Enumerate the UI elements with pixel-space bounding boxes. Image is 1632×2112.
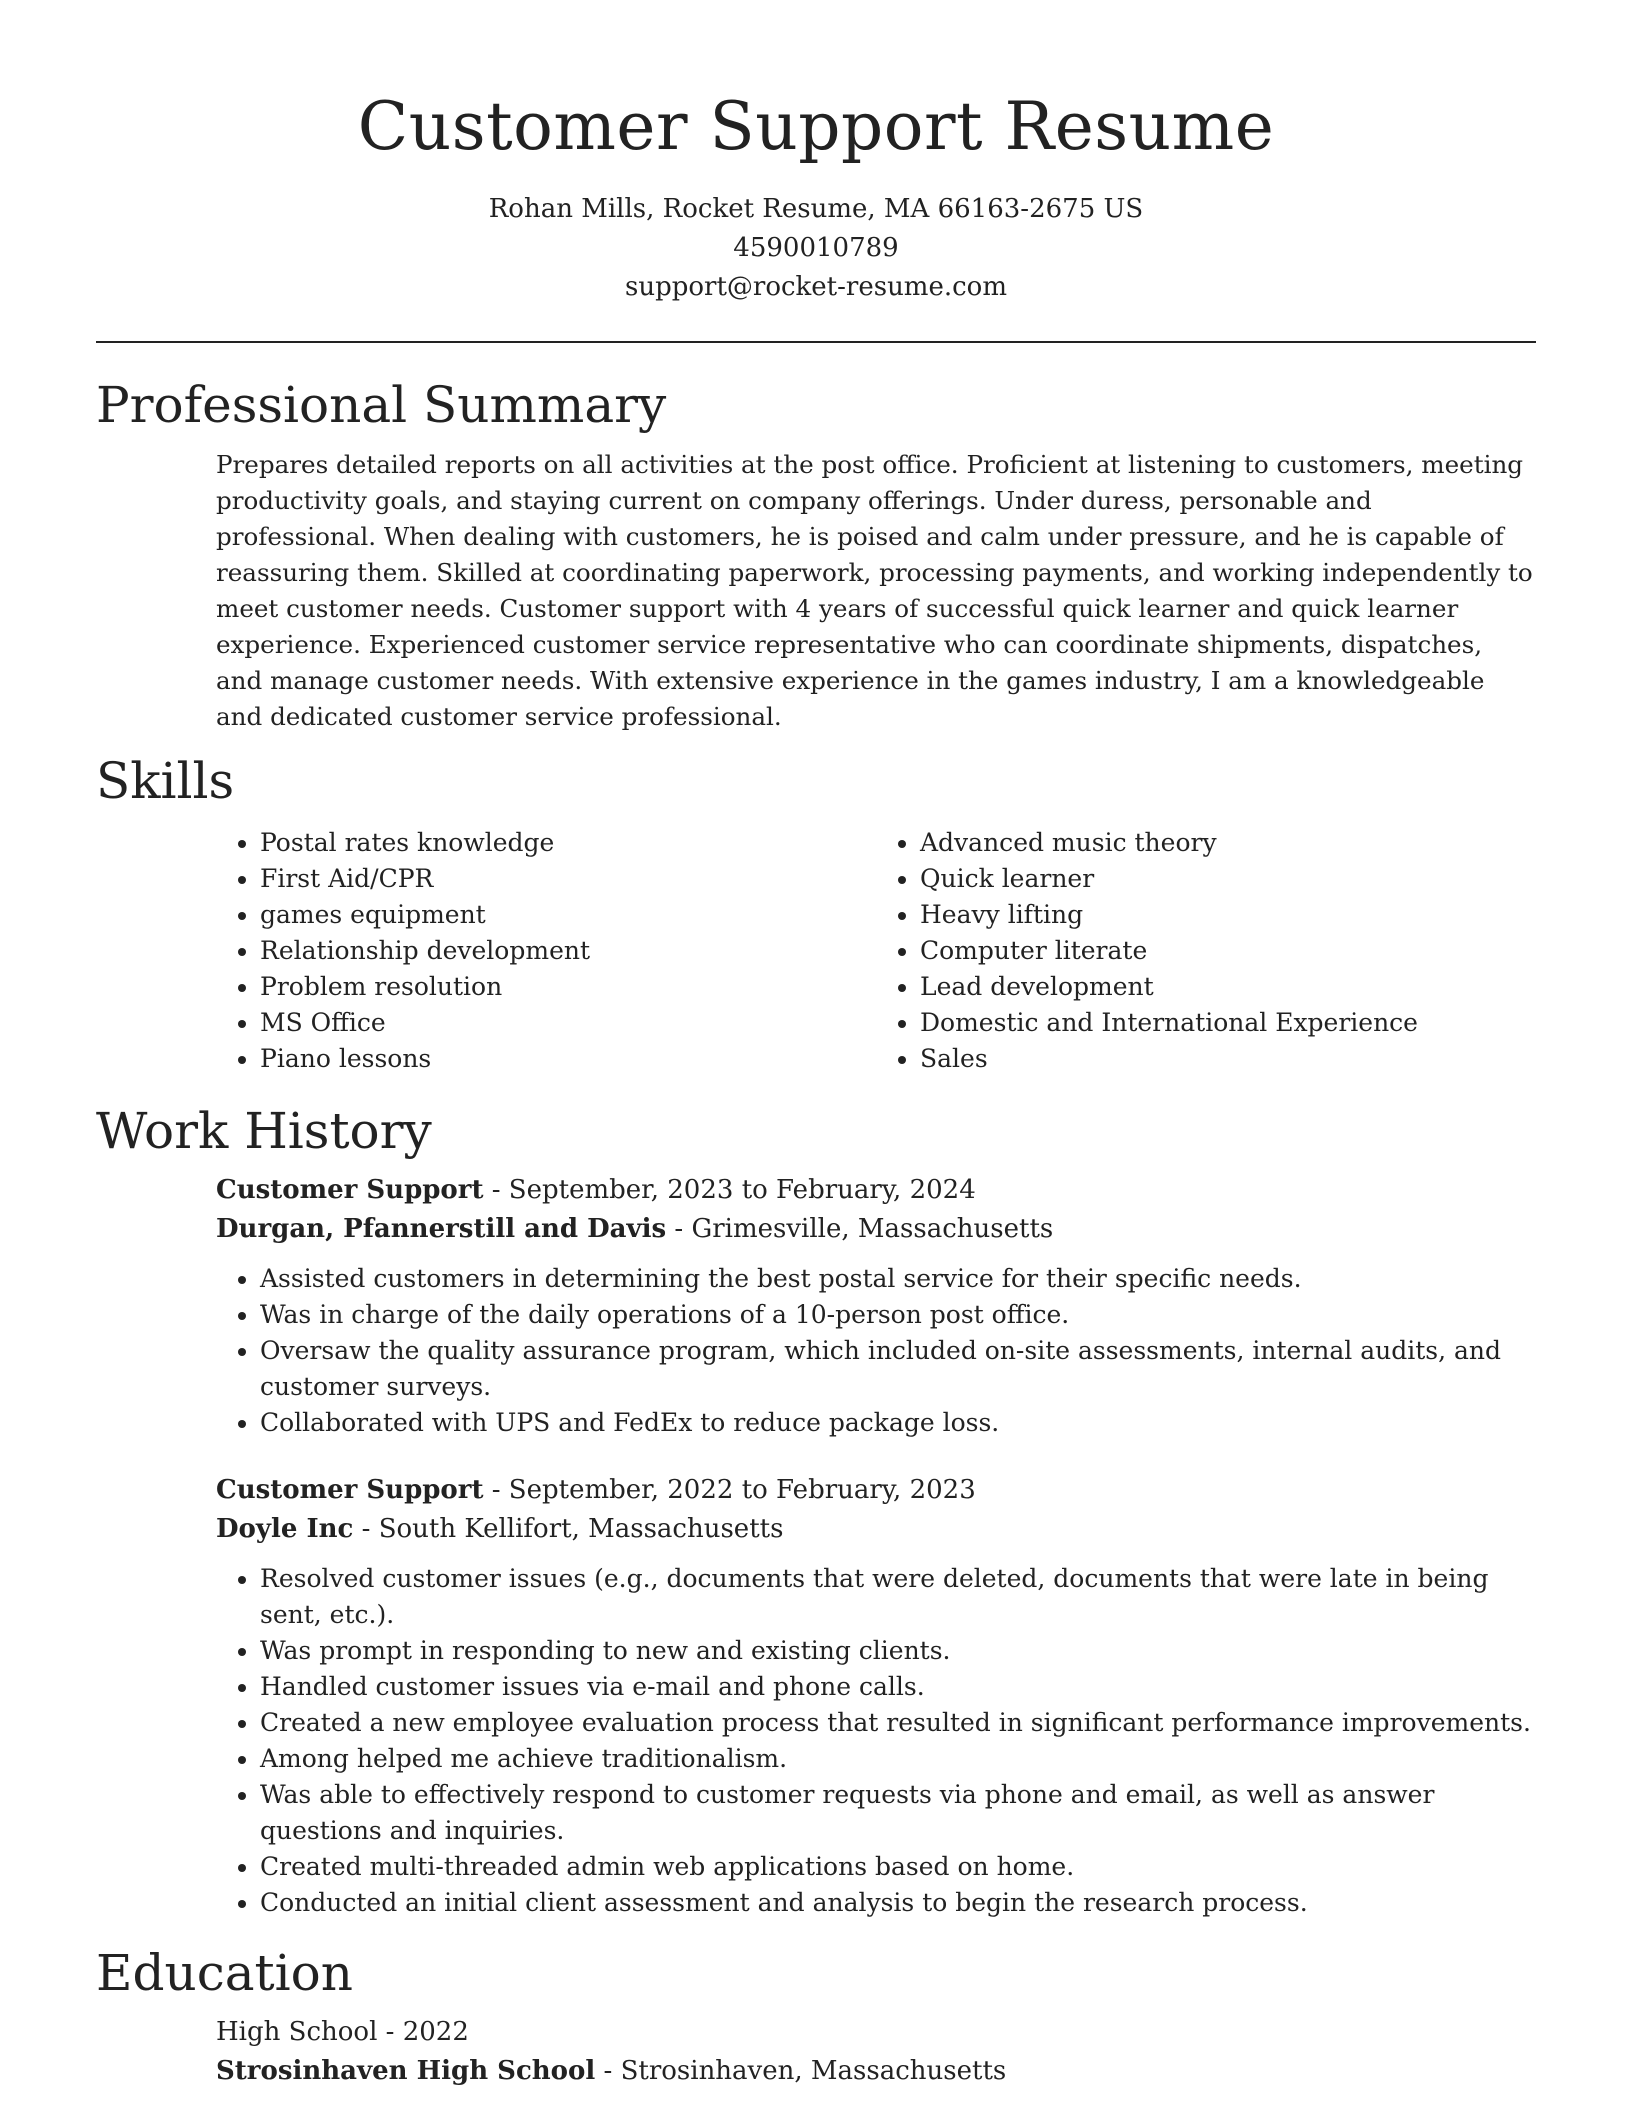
education-location: - Strosinhaven, Massachusetts xyxy=(595,2056,1007,2086)
job-bullet: • Handled customer issues via e-mail and phone calls. xyxy=(260,1669,1536,1705)
job-company: Durgan, Pfannerstill and Davis xyxy=(216,1214,667,1244)
education-degree: High School xyxy=(216,2017,378,2047)
skill-item: • Advanced music theory xyxy=(920,825,1536,861)
job-bullet: • Was prompt in responding to new and existing clients. xyxy=(260,1633,1536,1669)
skills-heading: Skills xyxy=(96,752,235,810)
skills-column-right xyxy=(876,825,1536,1077)
job-bullets xyxy=(216,1261,1536,1441)
skill-item: • Heavy lifting xyxy=(920,897,1536,933)
contact-block xyxy=(96,190,1536,307)
summary-heading: Professional Summary xyxy=(96,376,667,434)
header-divider xyxy=(96,341,1536,343)
job-entry xyxy=(96,1171,1536,1441)
job-bullet: • Collaborated with UPS and FedEx to reduce package loss. xyxy=(260,1405,1536,1441)
skill-item: • Problem resolution xyxy=(260,969,876,1005)
education-entry xyxy=(96,2013,1536,2091)
education-degree-line xyxy=(216,2013,1536,2052)
education-school: Strosinhaven High School xyxy=(216,2056,596,2086)
job-bullet: • Resolved customer issues (e.g., documents that were deleted, documents that were late in being sent, etc.). xyxy=(260,1561,1536,1633)
contact-phone: 4590010789 xyxy=(733,233,899,263)
skill-item: • games equipment xyxy=(260,897,876,933)
job-title-line xyxy=(216,1171,1536,1210)
job-location: - Grimesville, Massachusetts xyxy=(666,1214,1054,1244)
job-bullet: • Assisted customers in determining the best postal service for their specific needs. xyxy=(260,1261,1536,1297)
job-dates: - September, 2023 to February, 2024 xyxy=(483,1175,976,1205)
skill-item: • MS Office xyxy=(260,1005,876,1041)
job-entry xyxy=(96,1471,1536,1921)
education-section xyxy=(96,1941,1536,2091)
job-company-line xyxy=(216,1210,1536,1249)
job-company-line xyxy=(216,1510,1536,1549)
education-year: - 2022 xyxy=(377,2017,469,2047)
skill-item: • Relationship development xyxy=(260,933,876,969)
job-location: - South Kellifort, Massachusetts xyxy=(353,1514,784,1544)
job-bullet: • Was able to effectively respond to customer requests via phone and email, as well as answer questions and inquiries. xyxy=(260,1777,1536,1849)
job-bullet: • Created multi-threaded admin web applications based on home. xyxy=(260,1849,1536,1885)
job-company: Doyle Inc xyxy=(216,1514,354,1544)
job-title: Customer Support xyxy=(216,1175,484,1205)
summary-text: Prepares detailed reports on all activities at the post office. Proficient at listening to customers, meeting productivity goals, and staying current on company offerings. Under duress, personable and professional. When dealing with customers, he is poised and calm under pressure, and he is capable of reassuring them. Skilled at coordinating paperwork, processing payments, and working independently to meet customer needs. Customer support with 4 years of successful quick learner and quick learner experience. Experienced customer service representative who can coordinate shipments, dispatches, and manage customer needs. With extensive experience in the games industry, I am a knowledgeable and dedicated customer service professional. xyxy=(216,450,1533,731)
skill-item: • Computer literate xyxy=(920,933,1536,969)
work-heading: Work History xyxy=(96,1102,432,1160)
job-bullet: • Oversaw the quality assurance program, which included on-site assessments, internal audits, and customer surveys. xyxy=(260,1333,1536,1405)
contact-email: support@rocket-resume.com xyxy=(624,272,1007,302)
job-bullet: • Created a new employee evaluation process that resulted in significant performance improvements. xyxy=(260,1705,1536,1741)
skill-item: • Quick learner xyxy=(920,861,1536,897)
skill-item: • Piano lessons xyxy=(260,1041,876,1077)
job-title: Customer Support xyxy=(216,1475,484,1505)
job-dates: - September, 2022 to February, 2023 xyxy=(483,1475,976,1505)
skills-column-left xyxy=(216,825,876,1077)
skill-item: • Domestic and International Experience xyxy=(920,1005,1536,1041)
resume-header xyxy=(96,0,1536,307)
skill-item: • Sales xyxy=(920,1041,1536,1077)
skills-section xyxy=(96,749,1536,1077)
job-bullet: • Among helped me achieve traditionalism. xyxy=(260,1741,1536,1777)
job-bullet: • Conducted an initial client assessment and analysis to begin the research process. xyxy=(260,1885,1536,1921)
skill-item: • Lead development xyxy=(920,969,1536,1005)
skill-item: • First Aid/CPR xyxy=(260,861,876,897)
job-title-line xyxy=(216,1471,1536,1510)
job-bullet: • Was in charge of the daily operations of a 10-person post office. xyxy=(260,1297,1536,1333)
resume-title: Customer Support Resume xyxy=(357,88,1275,165)
education-heading: Education xyxy=(96,1944,353,2002)
job-bullets xyxy=(216,1561,1536,1921)
skills-list xyxy=(216,825,1536,1077)
summary-section xyxy=(96,373,1536,735)
contact-address: Rohan Mills, Rocket Resume, MA 66163-2675 US xyxy=(488,194,1144,224)
work-section xyxy=(96,1099,1536,1921)
education-school-line xyxy=(216,2052,1536,2091)
skill-item: • Postal rates knowledge xyxy=(260,825,876,861)
